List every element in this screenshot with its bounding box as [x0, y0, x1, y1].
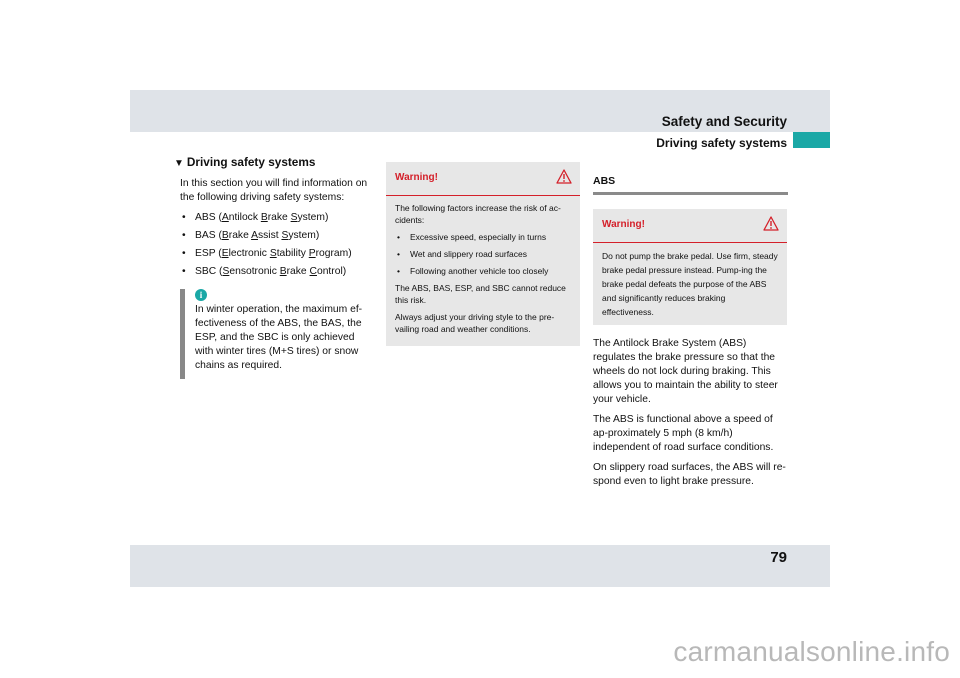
accent-marker	[793, 132, 830, 148]
system-list-item: • ABS (Antilock Brake System)	[182, 212, 329, 223]
chapter-title: Safety and Security	[661, 114, 787, 129]
warning-text: The ABS, BAS, ESP, and SBC cannot reduce this risk.	[395, 283, 566, 305]
note-bar	[180, 289, 185, 379]
warning-text: Always adjust your driving style to the pre-vailing road and weather conditions.	[395, 312, 555, 334]
heading-rule	[593, 192, 788, 195]
system-list-item: • SBC (Sensotronic Brake Control)	[182, 266, 347, 277]
system-list-item: • BAS (Brake Assist System)	[182, 230, 320, 241]
info-note	[180, 289, 375, 373]
warning-intro: The following factors increase the risk of ac-cidents:	[395, 203, 561, 225]
column-right	[593, 174, 788, 495]
bullet-icon: •	[182, 248, 186, 259]
bullet-icon: •	[182, 266, 186, 277]
warning-box-abs	[593, 209, 787, 325]
footer-band	[130, 545, 830, 587]
warning-bullet: • Wet and slippery road surfaces	[397, 249, 528, 259]
abs-heading: ABS	[593, 175, 616, 187]
triangle-bullet-icon: ▼	[174, 158, 184, 169]
warning-header	[386, 162, 580, 196]
warning-title: Warning!	[602, 219, 645, 230]
warning-bullet: • Following another vehicle too closely	[397, 266, 549, 276]
warning-bullet: • Excessive speed, especially in turns	[397, 232, 547, 242]
abs-paragraph: On slippery road surfaces, the ABS will re-spond even to light brake pressure.	[593, 462, 786, 487]
info-icon: i	[195, 289, 207, 301]
warning-triangle-icon	[763, 216, 779, 231]
warning-title: Warning!	[395, 172, 438, 183]
warning-header	[593, 209, 787, 243]
abs-paragraph: The Antilock Brake System (ABS) regulates the brake pressure so that the wheels do not lock during braking. This allows you to maintain the ability to steer your vehicle.	[593, 338, 778, 405]
abs-paragraph: The ABS is functional above a speed of ap-proximately 5 mph (8 km/h) independent of road surface conditions.	[593, 414, 774, 453]
intro-text: In this section you will find information on the following driving safety systems:	[180, 178, 368, 203]
page-number: 79	[770, 549, 787, 566]
section-subtitle: Driving safety systems	[656, 136, 787, 150]
warning-text: Do not pump the brake pedal. Use firm, steady brake pedal pressure instead. Pump-ing the brake pedal defeats the purpose of the ABS and significantly reduces braking effectiveness.	[602, 251, 778, 317]
warning-box-accidents	[386, 162, 580, 346]
system-list-item: • ESP (Electronic Stability Program)	[182, 248, 352, 259]
bullet-icon: •	[397, 266, 400, 276]
bullet-icon: •	[182, 230, 186, 241]
note-text: In winter operation, the maximum ef-fectiveness of the ABS, the BAS, the ESP, and the SBC is only achieved with winter tires (M+S tires) or snow chains as required.	[195, 304, 363, 371]
column-left	[174, 155, 375, 373]
section-heading: ▼ Driving safety systems	[174, 155, 316, 169]
watermark: carmanualsonline.info	[673, 636, 950, 667]
bullet-icon: •	[397, 232, 400, 242]
warning-triangle-icon	[556, 169, 572, 184]
bullet-icon: •	[182, 212, 186, 223]
bullet-icon: •	[397, 249, 400, 259]
